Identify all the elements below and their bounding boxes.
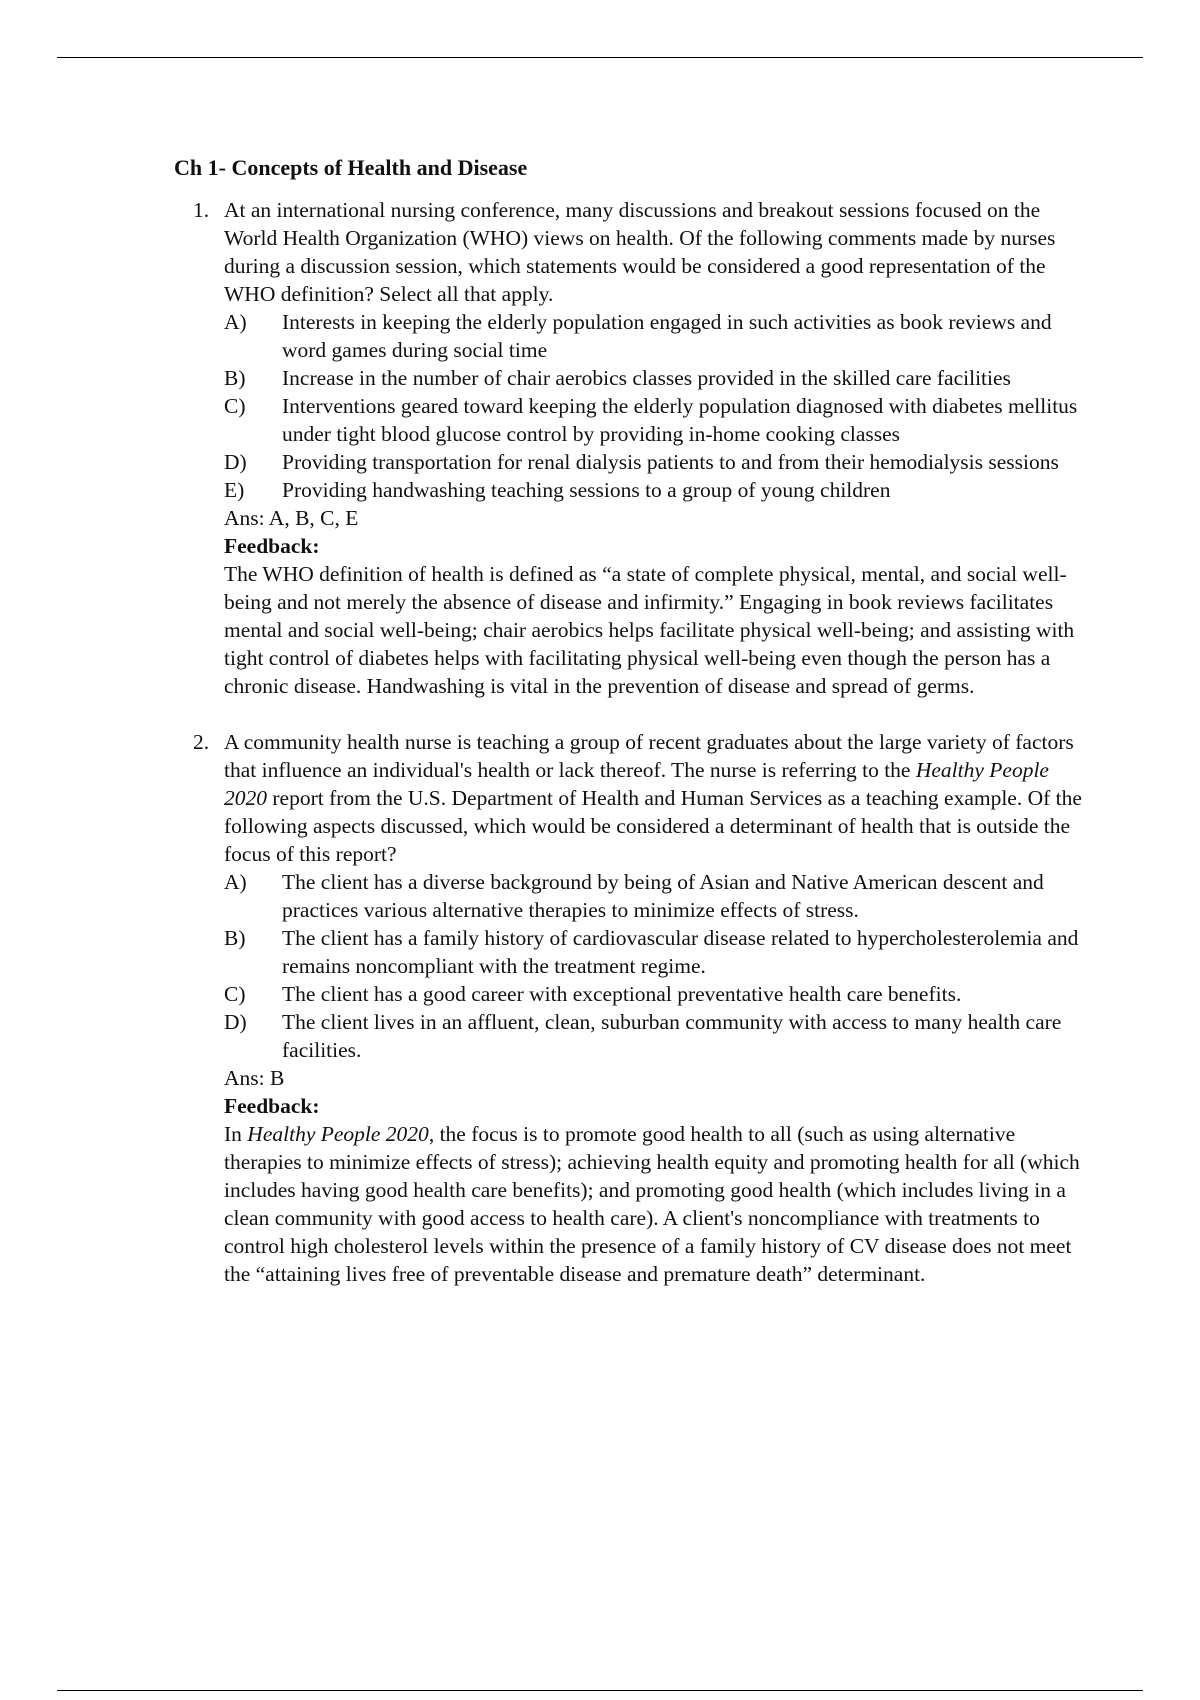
option-c: [224, 392, 1094, 448]
chapter-title: Ch 1- Concepts of Health and Disease: [174, 155, 528, 180]
question-2: [174, 728, 1094, 1288]
option-text: The client has a good career with exceptional preventative health care benefits.: [282, 982, 962, 1006]
option-letter: B): [224, 366, 246, 390]
bottom-rule: [57, 1690, 1143, 1691]
option-a: [224, 868, 1094, 924]
answer: Ans: B: [224, 1066, 285, 1090]
option-letter: D): [224, 450, 247, 474]
feedback-text-part: In: [224, 1122, 248, 1146]
feedback-text: [224, 1120, 1094, 1288]
option-letter: A): [224, 870, 247, 894]
top-rule: [57, 57, 1143, 58]
option-letter: B): [224, 926, 246, 950]
question-stem: [224, 728, 1094, 868]
option-letter: C): [224, 982, 246, 1006]
option-text: The client has a diverse background by being of Asian and Native American descent and practices various alternative therapies to minimize effects of stress.: [282, 870, 1044, 922]
feedback-text-part: , the focus is to promote good health to all (such as using alternative therapies to minimize effects of stress); achieving health equity and promoting health for all (which includes having good health care benefits); and promoting good health (which includes living in a clean community with good access to health care). A client's noncompliance with treatments to control high cholesterol levels within the presence of a family history of CV disease does not meet the “attaining lives free of preventable disease and premature death” determinant.: [224, 1122, 1080, 1286]
option-letter: C): [224, 394, 246, 418]
option-d: [224, 1008, 1094, 1064]
stem-text: A community health nurse is teaching a group of recent graduates about the large variety of factors that influence an individual's health or lack thereof. The nurse is referring to the: [224, 730, 1074, 782]
option-text: Providing handwashing teaching sessions to a group of young children: [282, 478, 891, 502]
feedback-text: The WHO definition of health is defined as “a state of complete physical, mental, and social well-being and not merely the absence of disease and infirmity.” Engaging in book reviews facilitates mental and social well-being; chair aerobics helps facilitate physical well-being; and assisting with tight control of diabetes helps with facilitating physical well-being even though the person has a chronic disease. Handwashing is vital in the prevention of disease and spread of germs.: [224, 562, 1075, 698]
option-text: Providing transportation for renal dialysis patients to and from their hemodialysis sessions: [282, 450, 1059, 474]
option-letter: D): [224, 1010, 247, 1034]
report-title: Healthy People 2020: [224, 758, 1049, 810]
option-b: [224, 924, 1094, 980]
option-text: Interests in keeping the elderly population engaged in such activities as book reviews and word games during social time: [282, 310, 1052, 362]
feedback-label: Feedback:: [224, 534, 320, 558]
question-number: 2.: [193, 730, 210, 754]
question-stem: At an international nursing conference, many discussions and breakout sessions focused on the World Health Organization (WHO) views on health. Of the following comments made by nurses during a discussion session, which statements would be considered a good representation of the WHO definition? Select all that apply.: [224, 198, 1056, 306]
answer: Ans: A, B, C, E: [224, 506, 359, 530]
report-title: Healthy People 2020: [247, 1122, 429, 1146]
option-text: The client lives in an affluent, clean, suburban community with access to many health care facilities.: [282, 1010, 1062, 1062]
option-c: [224, 980, 1094, 1008]
option-text: Interventions geared toward keeping the elderly population diagnosed with diabetes mellitus under tight blood glucose control by providing in-home cooking classes: [282, 394, 1078, 446]
option-e: [224, 476, 1094, 504]
option-text: The client has a family history of cardiovascular disease related to hypercholesterolemia and remains noncompliant with the treatment regime.: [282, 926, 1079, 978]
question-number: 1.: [193, 198, 210, 222]
question-1: [174, 196, 1094, 700]
option-letter: A): [224, 310, 247, 334]
option-text: Increase in the number of chair aerobics classes provided in the skilled care facilities: [282, 366, 1011, 390]
stem-text: report from the U.S. Department of Health and Human Services as a teaching example. Of the following aspects discussed, which would be considered a determinant of health that is outside the focus of this report?: [224, 786, 1082, 866]
option-letter: E): [224, 478, 245, 502]
document-body: [174, 154, 1094, 1316]
option-b: [224, 364, 1094, 392]
feedback-label: Feedback:: [224, 1094, 320, 1118]
option-d: [224, 448, 1094, 476]
option-a: [224, 308, 1094, 364]
